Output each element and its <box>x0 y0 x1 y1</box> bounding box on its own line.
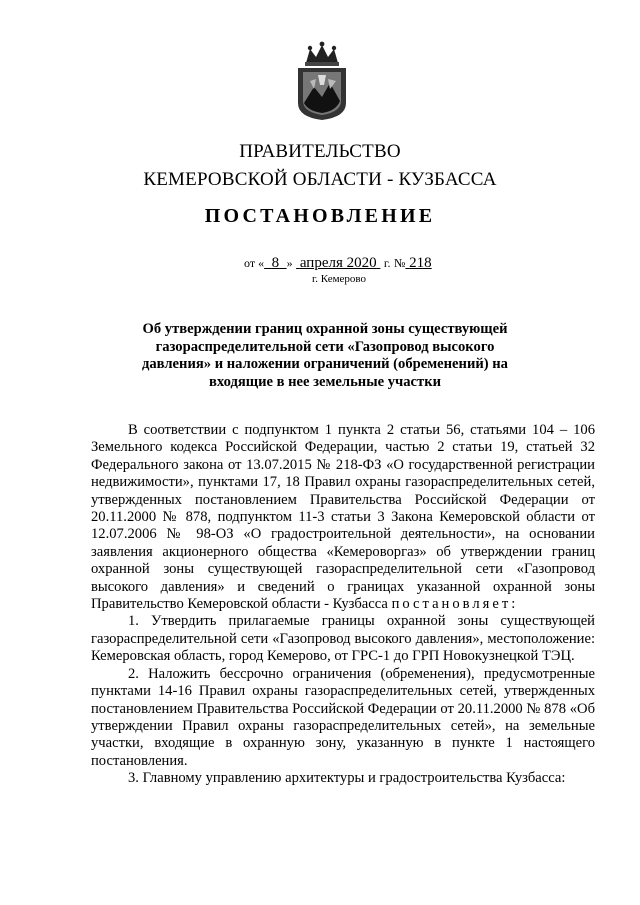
coat-of-arms-emblem <box>296 41 348 121</box>
paragraph-1: 1. Утвердить прилагаемые границы охранной зоны существующей газораспределительной сети «Газопровод высокого давления», местоположение: Кемеровская область, город Кемерово, от ГРС-1 до ГРП Новокузнецкой ТЭЦ. <box>91 613 595 665</box>
number-label: № <box>393 256 406 270</box>
document-body <box>91 422 595 788</box>
resolves-word: постановляет: <box>391 596 519 613</box>
date-close: » <box>286 256 293 270</box>
decree-number: 218 <box>409 255 432 271</box>
region-title: КЕМЕРОВСКОЙ ОБЛАСТИ - КУЗБАССА <box>143 169 497 190</box>
intro-paragraph: В соответствии с подпунктом 1 пункта 2 статьи 56, статьями 104 – 106 Земельного кодекса Российской Федерации, частью 2 статьи 19, статьей 32 Федерального закона от 13.07.2015 № 218-ФЗ «О государственной регистрации недвижимости», пунктами 17, 18 Правил охраны газораспределительных сетей, утвержденных постановлением Правительства Российской Федерации от 20.11.2000 № 878, подпунктом 11-3 статьи 3 Закона Кемеровской области от 12.07.2006 № 98-ОЗ «О градостроительной деятельности», на основании заявления акционерного общества «Кемероворгаз» об утверждении границ охранной зоны существующей газораспределительной сети «Газопровод высокого давления» и сведений о границах указанной охранной зоны Правительство Кемеровской области - Кузбасса постановляет: <box>91 422 595 613</box>
year-suffix: г. <box>383 256 391 270</box>
decree-title: Об утверждении границ охранной зоны существующей газораспределительной сети «Газопровод высокого давления» и наложении ограничений (обременений) на входящие в нее земельные участки <box>142 321 508 390</box>
date-line <box>244 255 432 272</box>
paragraph-3: 3. Главному управлению архитектуры и градостроительства Кузбасса: <box>128 770 566 787</box>
date-prefix: от « <box>244 256 265 270</box>
city: г. Кемерово <box>312 273 367 285</box>
date-month-year: апреля 2020 <box>299 255 377 271</box>
government-title: ПРАВИТЕЛЬСТВО <box>239 141 401 162</box>
paragraph-2: 2. Наложить бессрочно ограничения (обременения), предусмотренные пунктами 14-16 Правил охраны газораспределительных сетей, утвержденных постановлением Правительства Российской Федерации от 20.11.2000 № 878 «Об утверждении Правил охраны газораспределительных сетей», на земельные участки, входящие в охранную зону, указанную в пункте 1 настоящего постановления. <box>91 665 595 769</box>
date-day: 8 <box>271 255 280 271</box>
document-type: ПОСТАНОВЛЕНИЕ <box>204 205 436 227</box>
